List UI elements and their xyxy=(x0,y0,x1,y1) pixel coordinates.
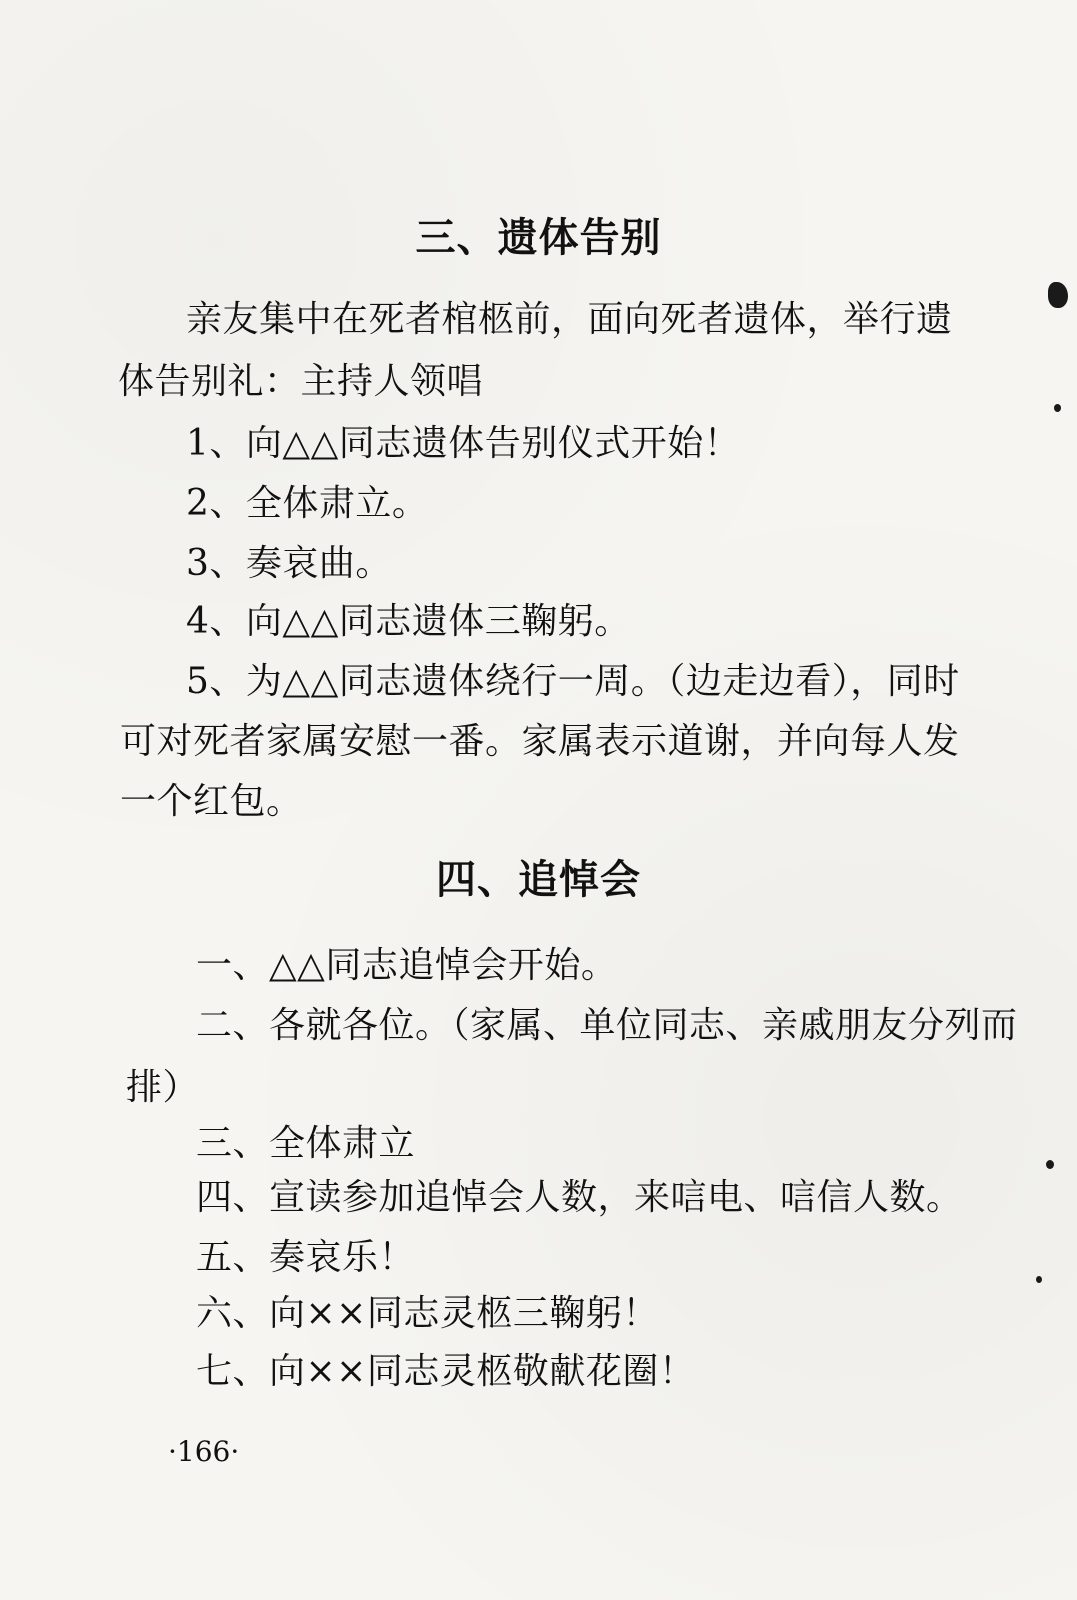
page-number: ·166· xyxy=(168,1435,240,1468)
section-3-step-2: 2、全体肃立。 xyxy=(186,483,429,524)
section-3-step-5: 5、为△△同志遗体绕行一周。（边走边看），同时 xyxy=(186,661,960,702)
scan-speck xyxy=(1054,404,1061,412)
section-3-intro-line-1: 亲友集中在死者棺柩前，面向死者遗体，举行遗 xyxy=(186,299,953,340)
section-4-item-7: 七、向××同志灵柩敬献花圈！ xyxy=(196,1351,696,1392)
section-4-heading: 四、追悼会 xyxy=(436,857,641,903)
section-3-step-3: 3、奏哀曲。 xyxy=(186,543,392,584)
section-4-item-2-line-1: 二、各就各位。（家属、单位同志、亲戚朋友分列而 xyxy=(196,1005,1018,1046)
section-4-item-1: 一、△△同志追悼会开始。 xyxy=(196,945,618,986)
section-3-intro-line-2: 体告别礼：主持人领唱 xyxy=(118,361,484,402)
section-3-step-5-continued-1: 可对死者家属安慰一番。家属表示道谢，并向每人发 xyxy=(120,721,960,762)
scan-speck xyxy=(1046,1160,1054,1169)
section-3-step-1: 1、向△△同志遗体告别仪式开始！ xyxy=(186,423,741,464)
section-4-item-3: 三、全体肃立 xyxy=(196,1123,416,1164)
section-4-item-4: 四、宣读参加追悼会人数，来唁电、唁信人数。 xyxy=(196,1177,963,1218)
section-4-item-2-line-2: 排） xyxy=(126,1067,200,1108)
scan-speck xyxy=(1048,282,1068,308)
section-3-step-4: 4、向△△同志遗体三鞠躬。 xyxy=(186,601,631,642)
section-4-item-5: 五、奏哀乐！ xyxy=(196,1237,416,1278)
section-3-step-5-continued-2: 一个红包。 xyxy=(120,781,303,822)
section-3-heading: 三、遗体告别 xyxy=(415,215,662,261)
scan-speck xyxy=(1036,1276,1042,1283)
section-4-item-6: 六、向××同志灵柩三鞠躬！ xyxy=(196,1293,659,1334)
